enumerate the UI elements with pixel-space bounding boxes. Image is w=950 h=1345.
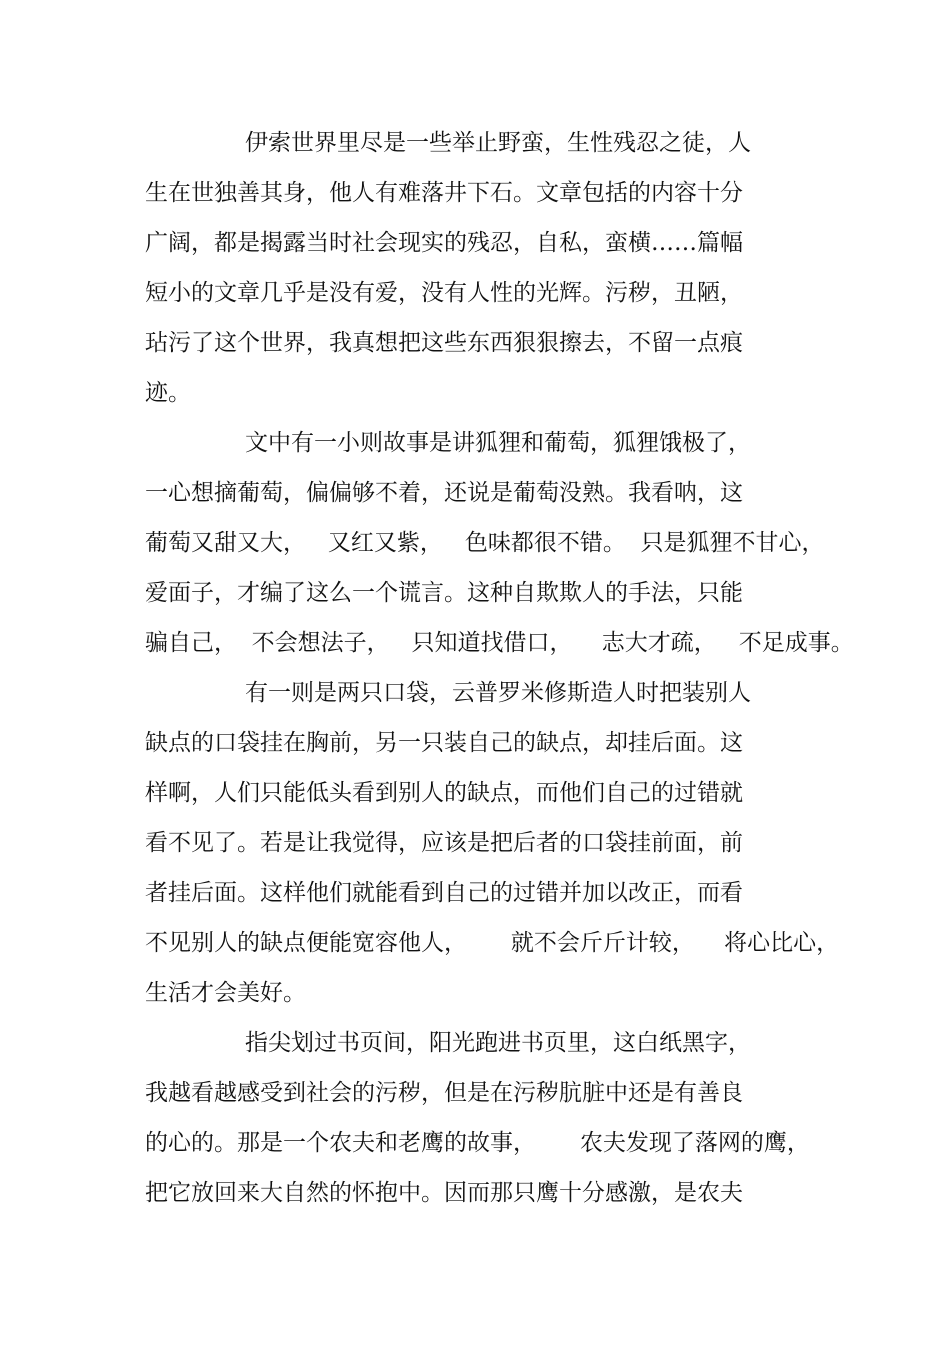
paragraph: [145, 1018, 825, 1218]
paragraph: [145, 668, 840, 1018]
paragraph-line: 不见别人的缺点便能宽容他人， 就不会斤斤计较， 将心比心，: [145, 930, 840, 956]
paragraph-first-line: 指尖划过书页间，阳光跑进书页里，这白纸黑字，: [245, 1030, 751, 1056]
document-body: [145, 118, 854, 1218]
paragraph-line: 骗自己， 不会想法子， 只知道找借口， 志大才疏， 不足成事。: [145, 630, 854, 656]
paragraph: [145, 418, 854, 668]
paragraph-line: 我越看越感受到社会的污秽，但是在污秽肮脏中还是有善良: [145, 1080, 743, 1106]
paragraph-line: 爱面子，才编了这么一个谎言。这种自欺欺人的手法，只能: [145, 580, 743, 606]
paragraph: [145, 118, 825, 418]
paragraph-line: 缺点的口袋挂在胸前，另一只装自己的缺点，却挂后面。这: [145, 730, 743, 756]
paragraph-line: 样啊，人们只能低头看到别人的缺点，而他们自己的过错就: [145, 780, 743, 806]
paragraph-line: 的心的。那是一个农夫和老鹰的故事， 农夫发现了落网的鹰，: [145, 1130, 810, 1156]
paragraph-line: 看不见了。若是让我觉得，应该是把后者的口袋挂前面，前: [145, 830, 743, 856]
paragraph-first-line: 伊索世界里尽是一些举止野蛮，生性残忍之徒，人: [245, 130, 751, 156]
paragraph-line: 葡萄又甜又大， 又红又紫， 色味都很不错。 只是狐狸不甘心，: [145, 530, 825, 556]
paragraph-line: 把它放回来大自然的怀抱中。因而那只鹰十分感激，是农夫: [145, 1180, 743, 1206]
paragraph-line: 迹。: [145, 380, 191, 406]
paragraph-line: 生活才会美好。: [145, 980, 306, 1006]
paragraph-line: 者挂后面。这样他们就能看到自己的过错并加以改正，而看: [145, 880, 743, 906]
paragraph-line: 玷污了这个世界，我真想把这些东西狠狠擦去，不留一点痕: [145, 330, 743, 356]
paragraph-line: 生在世独善其身，他人有难落井下石。文章包括的内容十分: [145, 180, 743, 206]
paragraph-first-line: 有一则是两只口袋，云普罗米修斯造人时把装别人: [245, 680, 751, 706]
paragraph-line: 一心想摘葡萄，偏偏够不着，还说是葡萄没熟。我看呐，这: [145, 480, 743, 506]
paragraph-line: 短小的文章几乎是没有爱，没有人性的光辉。污秽，丑陋，: [145, 280, 743, 306]
paragraph-first-line: 文中有一小则故事是讲狐狸和葡萄，狐狸饿极了，: [245, 430, 751, 456]
paragraph-line: 广阔，都是揭露当时社会现实的残忍，自私，蛮横……篇幅: [145, 230, 743, 256]
